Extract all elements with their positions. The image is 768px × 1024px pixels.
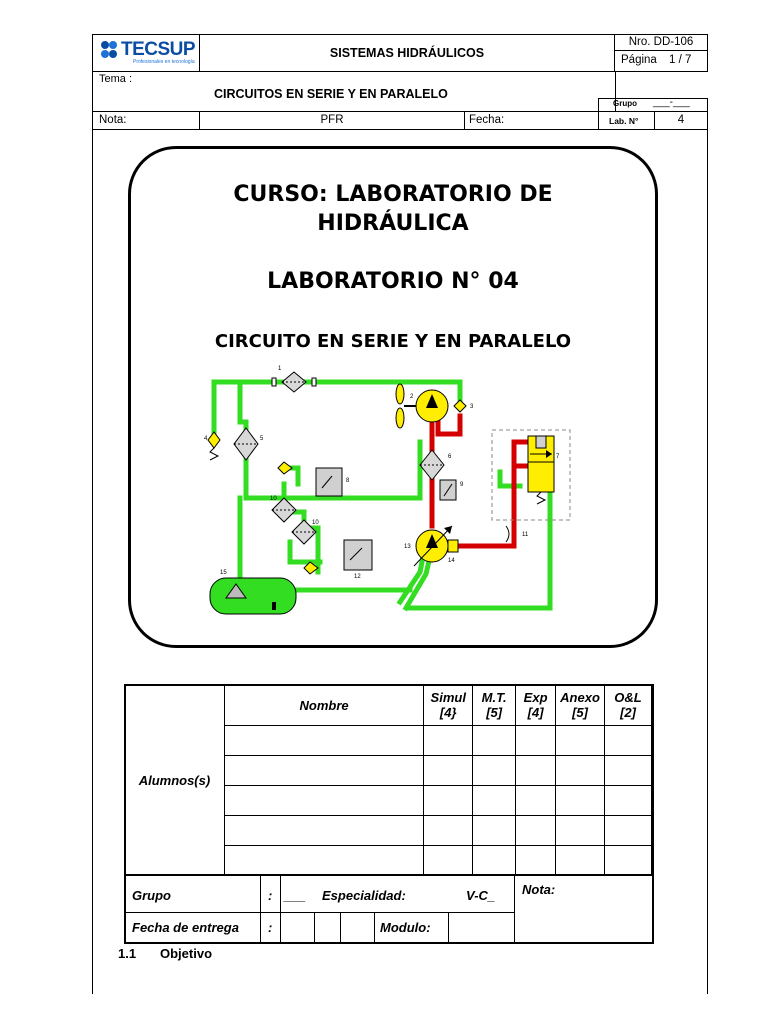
fecha-entrega-label: Fecha de entrega — [132, 920, 239, 935]
svg-text:4: 4 — [204, 436, 208, 442]
svg-text:1: 1 — [278, 366, 282, 372]
pfr-value: PFR — [320, 114, 344, 126]
nota-cell — [92, 111, 200, 130]
page-value: 1 / 7 — [669, 54, 692, 66]
svg-text:15: 15 — [220, 570, 227, 576]
col-exp: Exp [4] — [516, 685, 556, 726]
svg-text:9: 9 — [460, 482, 464, 488]
lab-title: LABORATORIO N° 04 — [267, 269, 519, 294]
grupo-colon: : — [268, 888, 273, 903]
cover-line2: HIDRÁULICA — [317, 211, 469, 236]
pressure-switch-8-icon — [278, 462, 342, 496]
return-lines — [214, 382, 550, 608]
hydraulic-circuit-diagram — [200, 362, 576, 620]
grupo-label: Grupo — [613, 99, 637, 108]
lab-label: Lab. N° — [609, 116, 639, 126]
page-cell — [614, 50, 708, 72]
course-title: SISTEMAS HIDRÁULICOS — [329, 46, 485, 60]
grupo-label: Grupo — [132, 888, 171, 903]
nombre-header: Nombre — [224, 685, 423, 726]
grupo-value: ___-___ — [653, 97, 690, 108]
doc-number-cell — [614, 34, 708, 51]
name-field[interactable] — [224, 846, 423, 876]
page-label: Página — [621, 54, 657, 66]
col-mt: M.T. [5] — [473, 685, 516, 726]
svg-text:13: 13 — [404, 544, 411, 550]
pressure-switch-12-icon — [304, 540, 372, 574]
pump-2-icon — [396, 384, 466, 428]
name-field[interactable] — [224, 816, 423, 846]
fecha-cell — [464, 111, 599, 130]
tema-cell — [92, 71, 616, 112]
cover-subtitle: CIRCUITO EN SERIE Y EN PARALELO — [214, 331, 572, 352]
check-valve-4-icon — [208, 432, 220, 460]
svg-text:5: 5 — [260, 436, 264, 442]
fecha-colon: : — [268, 920, 273, 935]
svg-text:2: 2 — [410, 394, 414, 400]
lab-label-cell — [598, 111, 655, 130]
page-frame-left — [92, 130, 93, 994]
lab-value: 4 — [677, 114, 685, 126]
course-title-cell — [199, 34, 615, 72]
logo-cell — [92, 34, 200, 72]
svg-text:10: 10 — [312, 520, 319, 526]
nota-label: Nota: — [522, 882, 556, 897]
name-field[interactable] — [224, 726, 423, 756]
lab-value-cell — [654, 111, 708, 130]
svg-text:11: 11 — [522, 532, 529, 538]
filter-6-icon — [420, 450, 444, 480]
grupo-value[interactable]: ___ — [284, 888, 306, 903]
tank-15-icon — [210, 578, 296, 614]
section-title: Objetivo — [160, 946, 213, 961]
pfr-cell — [199, 111, 465, 130]
cover-line1: CURSO: LABORATORIO DE — [233, 182, 553, 207]
students-table — [124, 684, 652, 876]
fecha-label: Fecha: — [469, 114, 505, 126]
alumnos-label: Alumnos(s) — [125, 685, 225, 876]
especialidad-label: Especialidad: — [322, 888, 406, 903]
col-simul: Simul [4} — [424, 685, 473, 726]
sensor-9-icon — [440, 480, 456, 500]
col-anexo: Anexo [5] — [556, 685, 605, 726]
orifice-11-icon — [506, 526, 509, 542]
logo-tagline: Profesionales en tecnología — [133, 59, 195, 65]
svg-text:7: 7 — [556, 454, 560, 460]
col-ol: O&L [2] — [605, 685, 652, 726]
page-frame-right — [707, 130, 708, 994]
svg-text:10: 10 — [270, 496, 277, 502]
name-field[interactable] — [224, 756, 423, 786]
filter-5-icon — [234, 428, 258, 460]
svg-text:3: 3 — [470, 404, 474, 410]
section-number: 1.1 — [118, 946, 137, 961]
grupo-cell — [598, 98, 708, 112]
especialidad-value[interactable]: V-C_ — [466, 888, 496, 903]
svg-text:6: 6 — [448, 454, 452, 460]
nota-label: Nota: — [99, 114, 127, 126]
modulo-label: Modulo: — [380, 920, 431, 935]
doc-number: Nro. DD-106 — [628, 36, 694, 48]
tecsup-logo-icon — [97, 39, 121, 61]
tema-value: CIRCUITOS EN SERIE Y EN PARALELO — [214, 87, 448, 101]
tema-label: Tema : — [99, 73, 133, 85]
svg-text:14: 14 — [448, 558, 455, 564]
table-header-row — [125, 685, 652, 726]
name-field[interactable] — [224, 786, 423, 816]
svg-text:8: 8 — [346, 478, 350, 484]
logo-text: TECSUP — [121, 39, 196, 60]
svg-text:12: 12 — [354, 574, 361, 580]
